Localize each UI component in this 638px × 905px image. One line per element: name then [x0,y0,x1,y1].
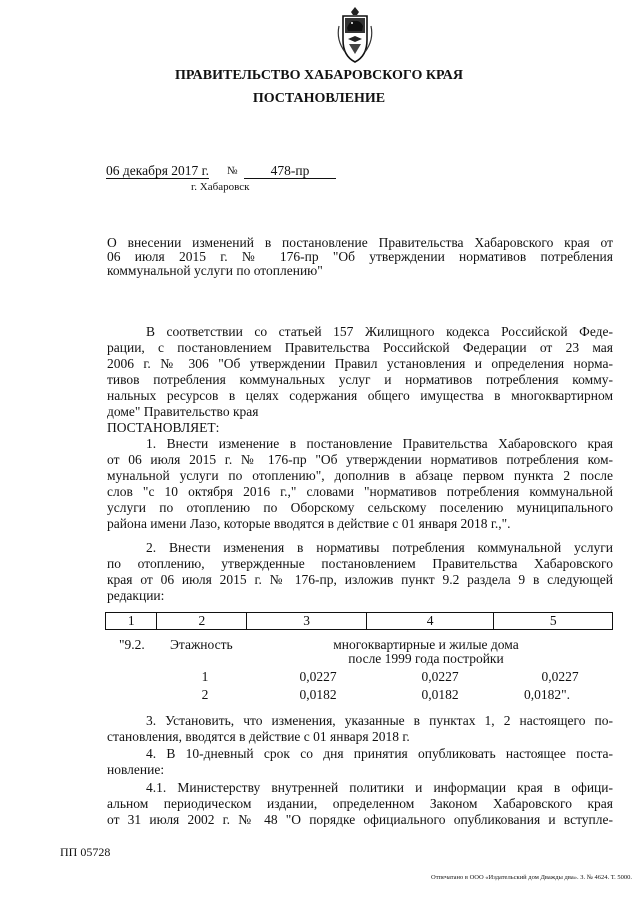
table-item-number: "9.2. [119,637,145,652]
item-1-line: слов "с 10 октября 2016 г.," словами "нормативов потребления коммунальной [107,484,613,499]
item-3-line: становления, вводятся в действие с 01 января 2018 г. [107,729,410,744]
table-floors-cell: 2 [201,687,209,702]
title-line: коммунальной услуги по отоплению" [107,263,323,278]
table-header-cell: 5 [494,613,613,630]
decree-word: ПОСТАНОВЛЯЕТ: [107,420,220,435]
number-sign: № [227,165,238,177]
document-type-heading: ПОСТАНОВЛЕНИЕ [252,91,386,106]
preamble-line: тивов потребления коммунальных услуг и нормативов потребления комму- [107,372,613,387]
item-3-line: 3. Установить, что изменения, указанные в пунктах 1, 2 настоящего по- [146,713,613,728]
table-description-line: многоквартирные и жилые дома [333,637,519,652]
table-description-line: после 1999 года постройки [348,651,504,666]
table-value-cell: 0,0227 [421,669,459,684]
title-line: О внесении изменений в постановление Правительства Хабаровского края от [107,235,613,250]
standards-table-header [105,612,613,630]
item-1-line: 1. Внести изменение в постановление Правительства Хабаровского края [146,436,613,451]
government-heading: ПРАВИТЕЛЬСТВО ХАБАРОВСКОГО КРАЯ [175,68,463,83]
item-4-line: 4. В 10-дневный срок со дня принятия опубликовать настоящее поста- [146,746,613,761]
item-1-line: мунальной услуги по отоплению", дополнив в абзаце первом пункта 2 после [107,468,613,483]
table-header-cell: 2 [157,613,247,630]
item-4-1-line: альном периодическом издании, определенном Законом Хабаровского края [107,796,613,811]
table-value-cell: 0,0227 [299,669,337,684]
document-date: 06 декабря 2017 г. [106,163,210,178]
document-number: 478-пр [244,163,336,179]
item-1-line: от 06 июля 2015 г. № 176-пр "Об утверждении нормативов потребления ком- [107,452,613,467]
table-item-label: Этажность [170,637,233,652]
document-code: ПП 05728 [60,845,111,859]
print-imprint: Отпечатано в ООО «Издательский дом Дважды два». З. № 4624. Т. 5000. [431,874,632,881]
table-header-cell: 1 [106,613,157,630]
table-value-cell: 0,0227 [541,669,579,684]
table-header-cell: 4 [366,613,493,630]
preamble-line: нальных ресурсов в целях содержания общего имущества в многоквартирном [107,388,613,403]
item-2-line: края от 06 июля 2015 г. № 176-пр, изложив пункт 9.2 раздела 9 в следующей [107,572,613,587]
coat-of-arms-emblem [333,6,377,64]
preamble-line: доме" Правительство края [107,404,259,419]
preamble-line: рации, с постановлением Правительства Российской Федерации от 23 мая [107,340,613,355]
item-1-line: района имени Лазо, которые вводятся в действие с 01 января 2018 г.,". [107,516,511,531]
table-header-cell: 3 [247,613,367,630]
item-2-line: по отоплению, утвержденные постановлением Правительства Хабаровского [107,556,613,571]
table-value-cell: 0,0182 [421,687,459,702]
table-floors-cell: 1 [201,669,209,684]
table-value-cell: 0,0182". [524,687,571,702]
item-4-1-line: 4.1. Министерству внутренней политики и информации края в офици- [146,780,613,795]
item-4-line: новление: [107,762,165,777]
city-label: г. Хабаровск [191,181,250,193]
preamble-line: 2006 г. № 306 "Об утверждении Правил установления и определения норма- [107,356,613,371]
item-4-1-line: от 31 июля 2002 г. № 48 "О порядке официального опубликования и вступле- [107,812,613,827]
item-1-line: услуги по отоплению по Оборскому сельскому поселению муниципального [107,500,613,515]
preamble-line: В соответствии со статьей 157 Жилищного кодекса Российской Феде- [146,324,613,339]
table-value-cell: 0,0182 [299,687,337,702]
item-2-line: 2. Внести изменения в нормативы потребления коммунальной услуги [146,540,613,555]
title-line: 06 июля 2015 г. № 176-пр "Об утверждении нормативов потребления [107,249,613,264]
item-2-line: редакции: [107,588,165,603]
